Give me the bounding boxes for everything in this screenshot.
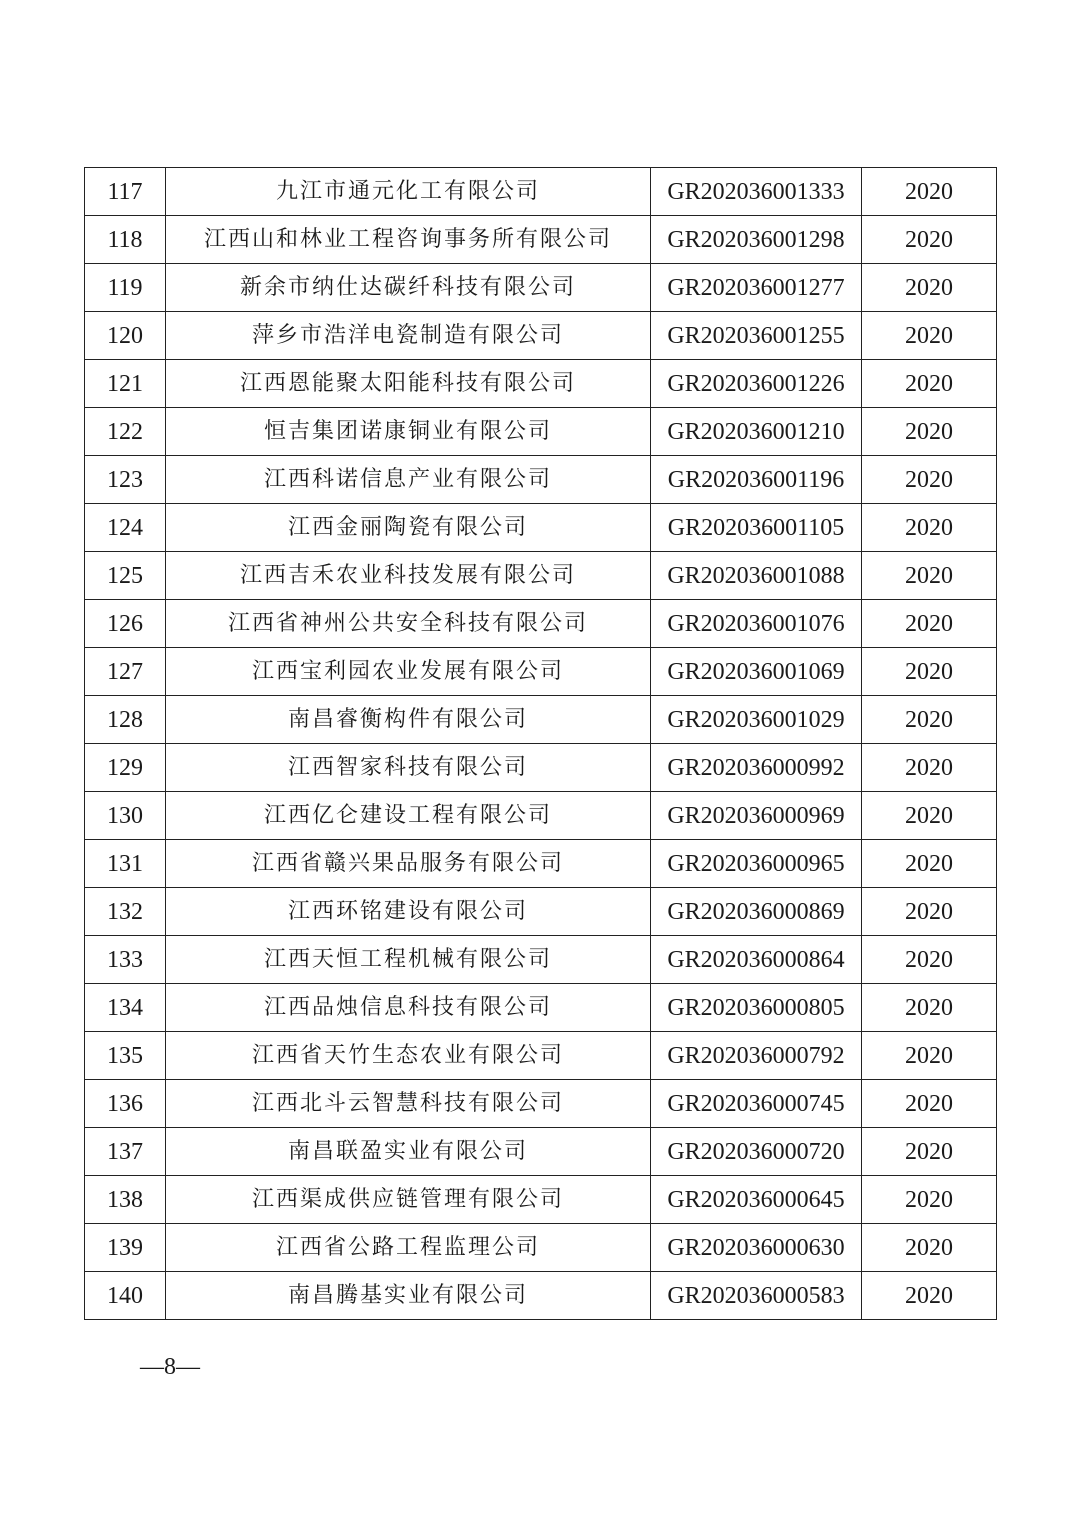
cell-serial-number: 136 (85, 1080, 166, 1128)
cell-year: 2020 (862, 936, 997, 984)
page-number (140, 1354, 200, 1381)
cell-certificate-number: GR202036000792 (651, 1032, 862, 1080)
cell-company-name: 江西亿仑建设工程有限公司 (166, 792, 651, 840)
cell-company-name: 江西省赣兴果品服务有限公司 (166, 840, 651, 888)
cell-certificate-number: GR202036001226 (651, 360, 862, 408)
cell-certificate-number: GR202036000965 (651, 840, 862, 888)
cell-year: 2020 (862, 696, 997, 744)
cell-certificate-number: GR202036001196 (651, 456, 862, 504)
cell-company-name: 江西北斗云智慧科技有限公司 (166, 1080, 651, 1128)
table-row (85, 216, 997, 264)
cell-serial-number: 124 (85, 504, 166, 552)
cell-certificate-number: GR202036001298 (651, 216, 862, 264)
cell-serial-number: 135 (85, 1032, 166, 1080)
table-row (85, 1032, 997, 1080)
cell-company-name: 九江市通元化工有限公司 (166, 168, 651, 216)
table-row (85, 696, 997, 744)
cell-company-name: 江西宝利园农业发展有限公司 (166, 648, 651, 696)
cell-serial-number: 122 (85, 408, 166, 456)
cell-serial-number: 138 (85, 1176, 166, 1224)
cell-year: 2020 (862, 216, 997, 264)
cell-company-name: 江西山和林业工程咨询事务所有限公司 (166, 216, 651, 264)
cell-serial-number: 131 (85, 840, 166, 888)
cell-certificate-number: GR202036000805 (651, 984, 862, 1032)
table-row (85, 888, 997, 936)
table-row (85, 408, 997, 456)
cell-certificate-number: GR202036001076 (651, 600, 862, 648)
cell-certificate-number: GR202036001277 (651, 264, 862, 312)
cell-certificate-number: GR202036000864 (651, 936, 862, 984)
cell-certificate-number: GR202036001105 (651, 504, 862, 552)
table-row (85, 792, 997, 840)
cell-year: 2020 (862, 840, 997, 888)
cell-year: 2020 (862, 312, 997, 360)
cell-year: 2020 (862, 1032, 997, 1080)
cell-certificate-number: GR202036000869 (651, 888, 862, 936)
cell-serial-number: 140 (85, 1272, 166, 1320)
cell-certificate-number: GR202036000583 (651, 1272, 862, 1320)
cell-company-name: 南昌联盈实业有限公司 (166, 1128, 651, 1176)
cell-year: 2020 (862, 888, 997, 936)
cell-serial-number: 120 (85, 312, 166, 360)
table-row (85, 840, 997, 888)
cell-company-name: 江西渠成供应链管理有限公司 (166, 1176, 651, 1224)
cell-year: 2020 (862, 552, 997, 600)
cell-company-name: 新余市纳仕达碳纤科技有限公司 (166, 264, 651, 312)
cell-year: 2020 (862, 408, 997, 456)
cell-company-name: 南昌腾基实业有限公司 (166, 1272, 651, 1320)
cell-company-name: 江西天恒工程机械有限公司 (166, 936, 651, 984)
cell-certificate-number: GR202036000630 (651, 1224, 862, 1272)
cell-year: 2020 (862, 1128, 997, 1176)
cell-serial-number: 137 (85, 1128, 166, 1176)
cell-serial-number: 132 (85, 888, 166, 936)
table-row (85, 456, 997, 504)
page-dash-right: — (176, 1354, 200, 1380)
table-row (85, 984, 997, 1032)
table-row (85, 648, 997, 696)
cell-company-name: 江西省天竹生态农业有限公司 (166, 1032, 651, 1080)
cell-certificate-number: GR202036001333 (651, 168, 862, 216)
cell-company-name: 江西品烛信息科技有限公司 (166, 984, 651, 1032)
cell-serial-number: 117 (85, 168, 166, 216)
table-row (85, 360, 997, 408)
cell-serial-number: 118 (85, 216, 166, 264)
cell-serial-number: 139 (85, 1224, 166, 1272)
cell-certificate-number: GR202036001255 (651, 312, 862, 360)
page-number-value: 8 (164, 1354, 176, 1380)
cell-serial-number: 134 (85, 984, 166, 1032)
table-row (85, 312, 997, 360)
cell-year: 2020 (862, 1176, 997, 1224)
cell-year: 2020 (862, 600, 997, 648)
table-row (85, 1128, 997, 1176)
cell-company-name: 江西环铭建设有限公司 (166, 888, 651, 936)
cell-serial-number: 121 (85, 360, 166, 408)
cell-year: 2020 (862, 744, 997, 792)
cell-year: 2020 (862, 792, 997, 840)
cell-year: 2020 (862, 1272, 997, 1320)
cell-company-name: 江西科诺信息产业有限公司 (166, 456, 651, 504)
cell-serial-number: 130 (85, 792, 166, 840)
cell-serial-number: 119 (85, 264, 166, 312)
table-row (85, 1080, 997, 1128)
table-row (85, 264, 997, 312)
cell-serial-number: 128 (85, 696, 166, 744)
cell-certificate-number: GR202036000720 (651, 1128, 862, 1176)
cell-serial-number: 125 (85, 552, 166, 600)
cell-serial-number: 126 (85, 600, 166, 648)
cell-serial-number: 127 (85, 648, 166, 696)
table-row (85, 1272, 997, 1320)
cell-year: 2020 (862, 504, 997, 552)
table-row (85, 552, 997, 600)
table-row (85, 936, 997, 984)
cell-company-name: 萍乡市浩洋电瓷制造有限公司 (166, 312, 651, 360)
table-row (85, 1224, 997, 1272)
table-body (85, 168, 997, 1320)
cell-certificate-number: GR202036001210 (651, 408, 862, 456)
cell-certificate-number: GR202036001088 (651, 552, 862, 600)
cell-certificate-number: GR202036001029 (651, 696, 862, 744)
cell-company-name: 江西省神州公共安全科技有限公司 (166, 600, 651, 648)
cell-year: 2020 (862, 1080, 997, 1128)
cell-year: 2020 (862, 648, 997, 696)
cell-certificate-number: GR202036000745 (651, 1080, 862, 1128)
cell-serial-number: 133 (85, 936, 166, 984)
table-row (85, 168, 997, 216)
cell-company-name: 江西智家科技有限公司 (166, 744, 651, 792)
cell-year: 2020 (862, 456, 997, 504)
table-row (85, 744, 997, 792)
table-row (85, 504, 997, 552)
cell-company-name: 江西省公路工程监理公司 (166, 1224, 651, 1272)
cell-company-name: 恒吉集团诺康铜业有限公司 (166, 408, 651, 456)
cell-company-name: 南昌睿衡构件有限公司 (166, 696, 651, 744)
page-dash-left: — (140, 1354, 164, 1380)
cell-certificate-number: GR202036001069 (651, 648, 862, 696)
table-row (85, 1176, 997, 1224)
cell-year: 2020 (862, 264, 997, 312)
cell-year: 2020 (862, 360, 997, 408)
company-table (84, 167, 997, 1320)
cell-serial-number: 129 (85, 744, 166, 792)
cell-company-name: 江西吉禾农业科技发展有限公司 (166, 552, 651, 600)
cell-company-name: 江西恩能聚太阳能科技有限公司 (166, 360, 651, 408)
cell-certificate-number: GR202036000969 (651, 792, 862, 840)
cell-serial-number: 123 (85, 456, 166, 504)
cell-year: 2020 (862, 1224, 997, 1272)
cell-year: 2020 (862, 984, 997, 1032)
table-row (85, 600, 997, 648)
cell-certificate-number: GR202036000645 (651, 1176, 862, 1224)
cell-year: 2020 (862, 168, 997, 216)
cell-certificate-number: GR202036000992 (651, 744, 862, 792)
cell-company-name: 江西金丽陶瓷有限公司 (166, 504, 651, 552)
